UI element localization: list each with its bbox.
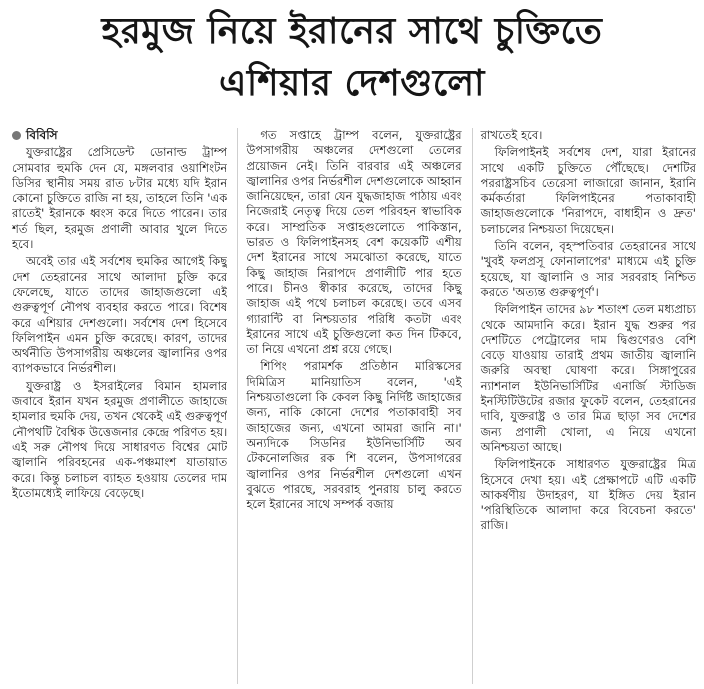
- headline-line-2: এশিয়ার দেশগুলো: [219, 63, 485, 104]
- paragraph: ফিলিপাইনই সর্বশেষ দেশ, যারা ইরানের সাথে একটি চুক্তিতে পৌঁছেছে। দেশটির পররাষ্ট্রসচিব তেরেসা লাজারো জানান, ইরানি কর্মকর্তারা ফিলিপাইনের পতাকাবাহী জাহাজগুলোকে 'নিরাপদে, বাধাহীন ও দ্রুত' চলাচলের নিশ্চয়তা দিয়েছেন।: [480, 145, 696, 236]
- article-body: [12, 128, 696, 684]
- paragraph: ফিলিপাইনকে সাধারণত যুক্তরাষ্ট্রের মিত্র হিসেবে দেখা হয়। এই প্রেক্ষাপটে এটি একটি আকর্ষণীয় উদাহরণ, যা ইঙ্গিত দেয় ইরান 'পরিস্থিতিকে আলাদা করে বিবেচনা করতে' রাজি।: [480, 457, 696, 533]
- paragraph: যুক্তরাষ্ট্রের প্রেসিডেন্ট ডোনাল্ড ট্রাম্প সোমবার হুমকি দেন যে, মঙ্গলবার ওয়াশিংটন ডিসির স্থানীয় সময় রাত ৮টার মধ্যে যদি ইরান কোনো চুক্তিতে রাজি না হয়, তাহলে তিনি 'এক রাতেই' ইরানকে ধ্বংস করে দিতে পারেন। তার শর্ত ছিল, হরমুজ প্রণালী আবার খুলে দিতে হবে।: [12, 145, 228, 252]
- headline-line-1: হরমুজ নিয়ে ইরানের সাথে চুক্তিতে: [101, 11, 603, 52]
- byline-source: বিবিসি: [26, 128, 58, 142]
- paragraph: শিপিং পরামর্শক প্রতিষ্ঠান মারিস্কসের দিমিত্রিস মানিয়াতিস বলেন, 'এই নিশ্চয়তাগুলো কি কেবল কিছু নির্দিষ্ট জাহাজের জন্য, নাকি কোনো দেশের পতাকাবাহী সব জাহাজের জন্য, এখনো আমরা জানি না।' অন্যদিকে সিডনির ইউনিভার্সিটি অব টেকনোলজির রক শি বলেন, উপসাগরের জ্বালানির ওপর নির্ভরশীল দেশগুলো এখন বুঝতে পারছে, সরবরাহ পুনরায় চালু করতে হলে ইরানের সাথে সম্পর্ক বজায়: [246, 359, 462, 512]
- column-2: [237, 128, 461, 684]
- headline: [0, 6, 704, 110]
- paragraph: রাখতেই হবে।: [480, 128, 543, 142]
- paragraph: যুক্তরাষ্ট্র ও ইসরাইলের বিমান হামলার জবাবে ইরান যখন হরমুজ প্রণালীতে জাহাজে হামলার হুমকি দেয়, তখন থেকেই এই গুরুত্বপূর্ণ নৌপথটি বৈশ্বিক উত্তেজনার কেন্দ্রে পরিণত হয়। এই সরু নৌপথ দিয়ে সাধারণত বিশ্বের মোট জ্বালানি পরিবহনের এক-পঞ্চমাংশ যাতায়াত করে। কিন্তু চলাচল ব্যাহত হওয়ায় তেলের দাম ইতোমধ্যেই লাফিয়ে বেড়েছে।: [12, 378, 228, 500]
- paragraph: অবেই তার এই সর্বশেষ হুমকির আগেই কিছু দেশ তেহরানের সাথে আলাদা চুক্তি করে ফেলেছে, যাতে তাদের জাহাজগুলো এই গুরুত্বপূর্ণ নৌপথ ব্যবহার করতে পারে। বিশেষ করে এশিয়ার দেশগুলো। সর্বশেষ দেশ হিসেবে ফিলিপাইন এমন চুক্তি করেছে। কারণ, তাদের অর্থনীতি উপসাগরীয় অঞ্চলের জ্বালানির ওপর ব্যাপকভাবে নির্ভরশীল।: [12, 254, 228, 376]
- byline: [12, 128, 227, 143]
- column-3: [472, 128, 696, 684]
- column-1: [12, 128, 227, 684]
- paragraph: গত সপ্তাহে ট্রাম্প বলেন, যুক্তরাষ্ট্রের উপসাগরীয় অঞ্চলের দেশগুলো তেলের প্রয়োজন নেই। তিনি বারবার এই অঞ্চলের জ্বালানির ওপর নির্ভরশীল দেশগুলোকে আহ্বান জানিয়েছেন, তারা যেন যুদ্ধজাহাজ পাঠায় এবং নিজেরাই নেতৃত্ব দিয়ে তেল পরিবহন স্বাভাবিক করে। সাম্প্রতিক সপ্তাহগুলোতে পাকিস্তান, ভারত ও ফিলিপাইনসহ বেশ কয়েকটি এশীয় দেশ ইরানের সাথে সমঝোতা করেছে, যাতে কিছু জাহাজ নিরাপদে প্রণালীটি পার হতে পারে। চীনও স্বীকার করেছে, তাদের কিছু জাহাজ এই পথে চলাচল করেছে। তবে এসব গ্যারান্টি বা নিশ্চয়তার পরিধি কতটা এবং ইরানের সাথে এই চুক্তিগুলো কত দিন টিকবে, তা নিয়ে এখনো প্রশ্ন রয়ে গেছে।: [246, 128, 462, 357]
- bullet-icon: [12, 131, 21, 140]
- paragraph: ফিলিপাইন তাদের ৯৮ শতাংশ তেল মধ্যপ্রাচ্য থেকে আমদানি করে। ইরান যুদ্ধ শুরুর পর দেশটিতে পেট্রোলের দাম দ্বিগুণেরও বেশি বেড়ে যাওয়ায় তারাই প্রথম জাতীয় জ্বালানি জরুরি অবস্থা ঘোষণা করে। সিঙ্গাপুরের ন্যাশনাল ইউনিভার্সিটির এনার্জি স্টাডিজ ইনস্টিটিউটের রজার ফুকেট বলেন, তেহরানের দাবি, যুক্তরাষ্ট্র ও তার মিত্র ছাড়া সব দেশের জন্য প্রণালী খোলা, এ নিয়ে এখনো অনিশ্চয়তা আছে।: [480, 302, 696, 454]
- paragraph: তিনি বলেন, বৃহস্পতিবার তেহরানের সাথে 'খুবই ফলপ্রসূ ফোনালাপের' মাধ্যমে এই চুক্তি হয়েছে, যা জ্বালানি ও সার সরবরাহ নিশ্চিত করতে 'অত্যন্ত গুরুত্বপূর্ণ'।: [480, 239, 696, 299]
